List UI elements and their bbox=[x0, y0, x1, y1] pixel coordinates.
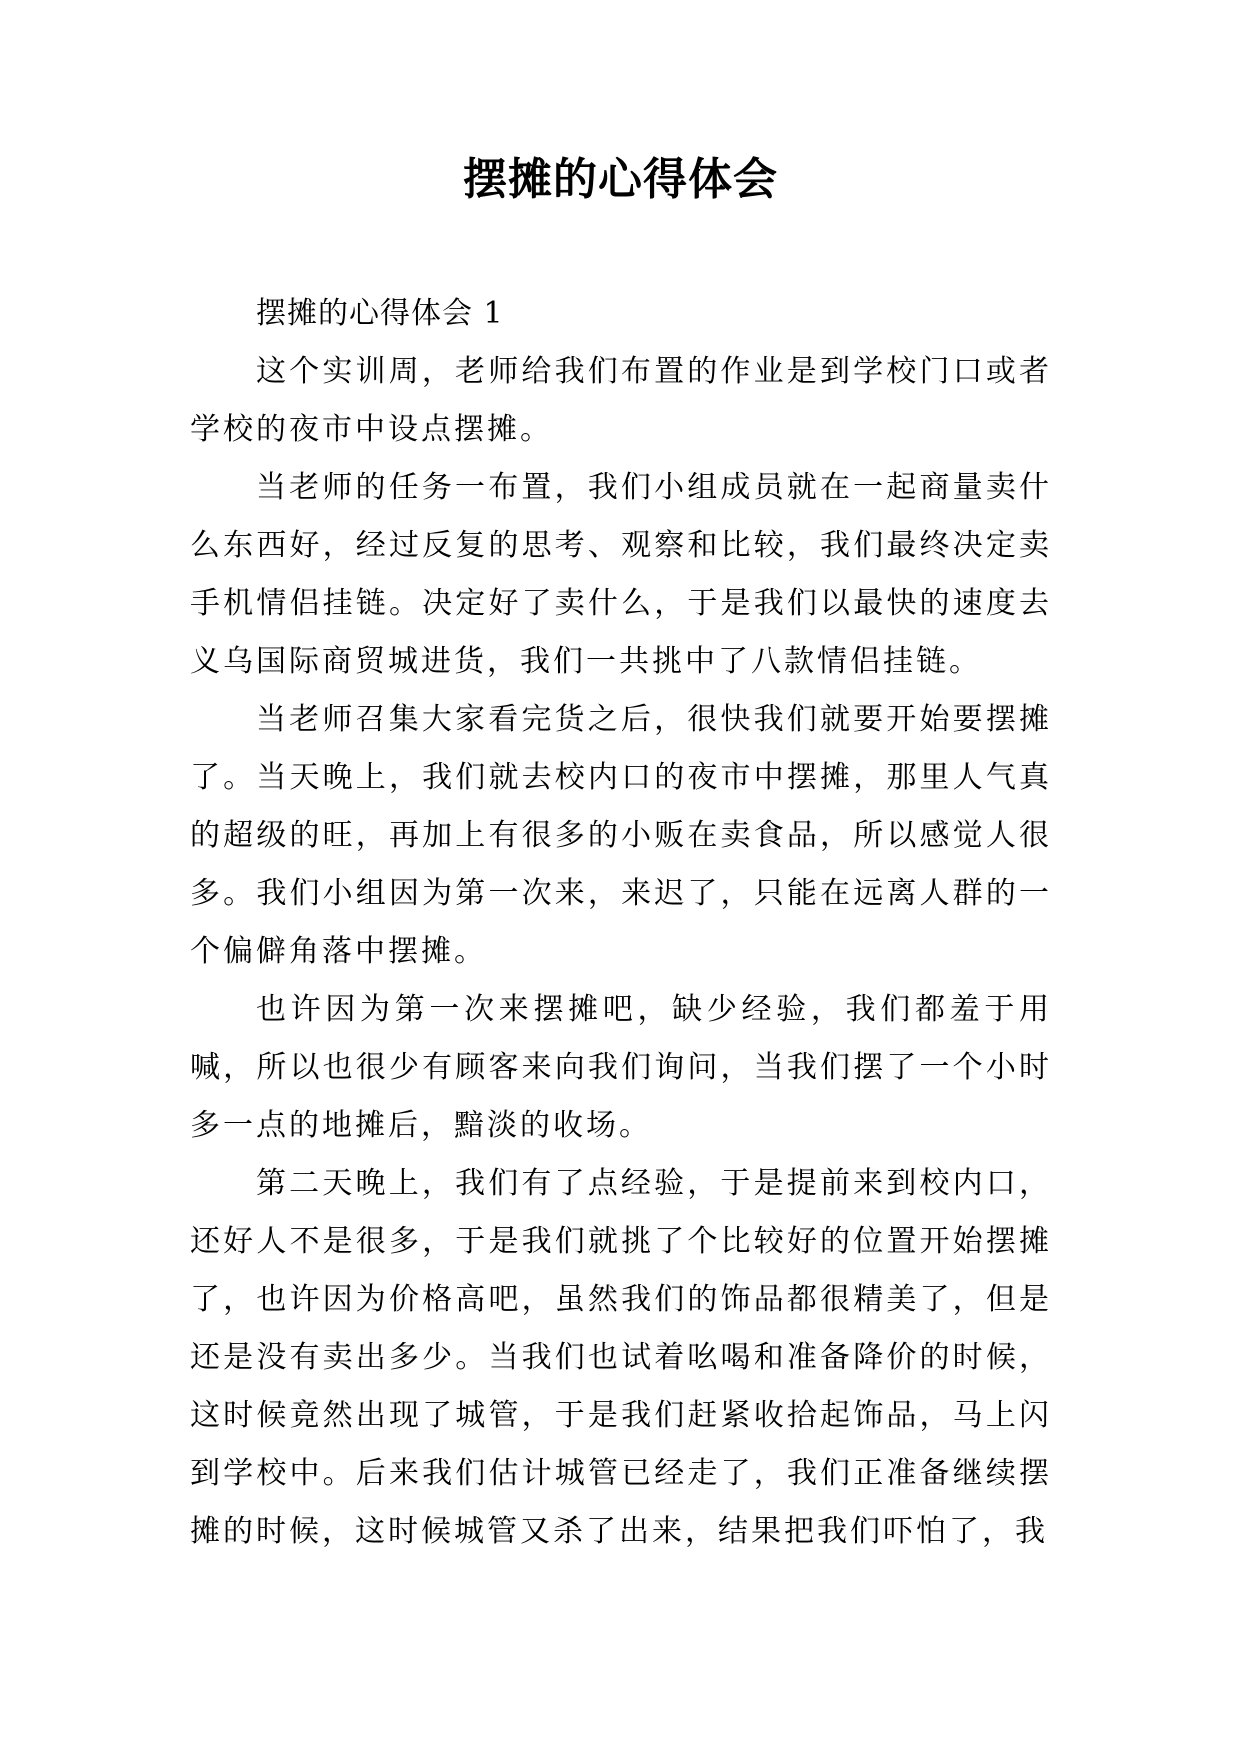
paragraph: 当老师的任务一布置，我们小组成员就在一起商量卖什么东西好，经过反复的思考、观察和比较，我们最终决定卖手机情侣挂链。决定好了卖什么，于是我们以最快的速度去义乌国际商贸城进货，我们一共挑中了八款情侣挂链。 bbox=[190, 470, 1052, 679]
paragraph: 当老师召集大家看完货之后，很快我们就要开始要摆摊了。当天晚上，我们就去校内口的夜市中摆摊，那里人气真的超级的旺，再加上有很多的小贩在卖食品，所以感觉人很多。我们小组因为第一次来，来迟了，只能在远离人群的一个偏僻角落中摆摊。 bbox=[190, 702, 1052, 969]
document-body bbox=[190, 285, 1052, 1561]
paragraph: 也许因为第一次来摆摊吧，缺少经验，我们都羞于用喊，所以也很少有顾客来向我们询问，当我们摆了一个小时多一点的地摊后，黯淡的收场。 bbox=[190, 992, 1052, 1143]
document-title: 摆摊的心得体会 bbox=[463, 154, 778, 205]
paragraph: 这个实训周，老师给我们布置的作业是到学校门口或者学校的夜市中设点摆摊。 bbox=[190, 354, 1052, 447]
paragraph: 第二天晚上，我们有了点经验，于是提前来到校内口，还好人不是很多，于是我们就挑了个比较好的位置开始摆摊了，也许因为价格高吧，虽然我们的饰品都很精美了，但是还是没有卖出多少。当我们也试着吆喝和准备降价的时候，这时候竟然出现了城管，于是我们赶紧收拾起饰品，马上闪到学校中。后来我们估计城管已经走了，我们正准备继续摆摊的时候，这时候城管又杀了出来，结果把我们吓怕了，我 bbox=[190, 1166, 1052, 1549]
section-heading: 摆摊的心得体会 1 bbox=[256, 296, 504, 331]
